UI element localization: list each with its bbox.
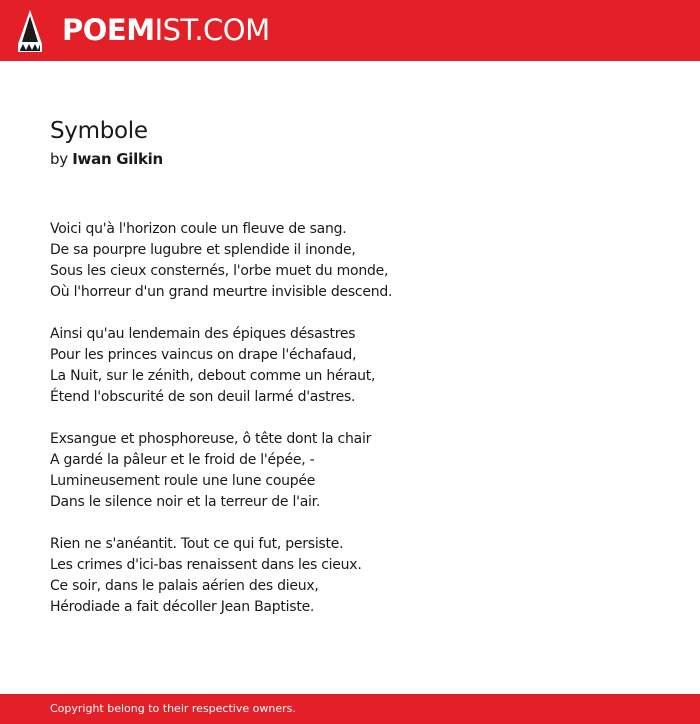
stanza	[50, 324, 650, 408]
poem-line: Ce soir, dans le palais aérien des dieux,	[50, 578, 319, 594]
poem-line: A gardé la pâleur et le froid de l'épée, -	[50, 452, 315, 468]
copyright-notice: Copyright belong to their respective owners.	[50, 702, 296, 715]
poem-line: Rien ne s'anéantit. Tout ce qui fut, persiste.	[50, 536, 344, 552]
byline	[50, 149, 163, 169]
poem-line: Lumineusement roule une lune coupée	[50, 473, 316, 489]
pencil-icon[interactable]	[18, 10, 42, 52]
poem-body	[50, 219, 650, 639]
site-footer	[0, 694, 700, 724]
poem-line: Exsangue et phosphoreuse, ô tête dont la chair	[50, 431, 372, 447]
poem-line: Où l'horreur d'un grand meurtre invisible descend.	[50, 284, 393, 300]
poem-line: Dans le silence noir et la terreur de l'air.	[50, 494, 321, 510]
poem-line: Voici qu'à l'horizon coule un fleuve de sang.	[50, 221, 347, 237]
logo-bold-text: POEM	[62, 13, 155, 47]
poem-author: Iwan Gilkin	[72, 150, 163, 168]
site-logo[interactable]	[62, 13, 270, 47]
poem-line: Hérodiade a fait décoller Jean Baptiste.	[50, 599, 315, 615]
poem-line: Pour les princes vaincus on drape l'échafaud,	[50, 347, 357, 363]
stanza	[50, 429, 650, 513]
poem-title: Symbole	[50, 118, 148, 144]
logo-light-text: IST.COM	[154, 13, 270, 47]
poem-line: Les crimes d'ici-bas renaissent dans les cieux.	[50, 557, 362, 573]
site-header	[0, 0, 700, 61]
poem-line: La Nuit, sur le zénith, debout comme un héraut,	[50, 368, 376, 384]
poem-line: Ainsi qu'au lendemain des épiques désastres	[50, 326, 356, 342]
by-label: by	[50, 150, 68, 168]
stanza	[50, 219, 650, 303]
poem-line: Étend l'obscurité de son deuil larmé d'astres.	[50, 389, 356, 405]
poem-line: De sa pourpre lugubre et splendide il inonde,	[50, 242, 356, 258]
stanza	[50, 534, 650, 618]
poem-line: Sous les cieux consternés, l'orbe muet du monde,	[50, 263, 389, 279]
